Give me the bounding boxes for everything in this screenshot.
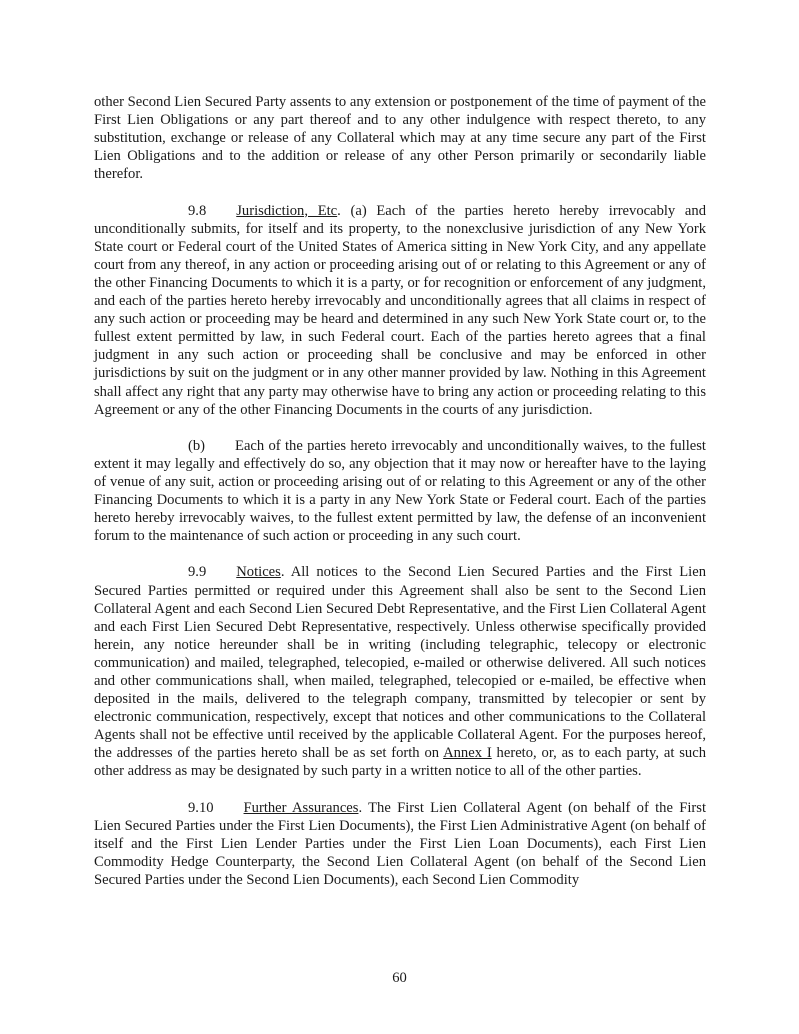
annex-reference: Annex I	[443, 745, 492, 762]
section-heading: Further Assurances	[243, 799, 359, 816]
section-9-8-b	[94, 437, 706, 546]
paragraph-continuation	[94, 93, 706, 183]
section-9-8	[94, 202, 706, 419]
section-number: 9.8	[188, 202, 207, 219]
section-text: . All notices to the Second Lien Secured Parties and the First Lien Secured Parties permitted or required under this Agreement shall also be sent to the Second Lien Collateral Agent and each Second Lien Secured Debt Representative, and the First Lien Collateral Agent and each First Lien Secured Debt Representative, respectively. Unless otherwise specifically provided herein, any notice hereunder shall be in writing (including telegraphic, telecopy or electronic communication) and mailed, telegraphed, telecopied, e-mailed or otherwise delivered. All such notices and other communications shall, when mailed, telegraphed, telecopied or e-mailed, be effective when deposited in the mails, delivered to the telegraph company, transmitted by telecopier or sent by electronic communication, respectively, except that notices and other communications to the Collateral Agents shall not be effective until received by the applicable Collateral Agent. For the purposes hereof, the addresses of the parties hereto shall be as set forth on	[94, 564, 706, 762]
section-text: . (a) Each of the parties hereto hereby irrevocably and unconditionally submits, for itself and its property, to the nonexclusive jurisdiction of any New York State court or Federal court of the United States of America sitting in New York City, and any appellate court from any thereof, in any action or proceeding arising out of or relating to this Agreement or any of the other Financing Documents to which it is a party, or for recognition or enforcement of any judgment, and each of the parties hereto hereby irrevocably and unconditionally agrees that all claims in respect of any such action or proceeding may be heard and determined in any such New York State court or, to the fullest extent permitted by law, in such Federal court. Each of the parties hereto agrees that a final judgment in any such action or proceeding shall be conclusive and may be enforced in other jurisdictions by suit on the judgment or in any other manner provided by law. Nothing in this Agreement shall affect any right that any party may otherwise have to bring any action or proceeding relating to this Agreement or any of the other Financing Documents in the courts of any jurisdiction.	[94, 202, 706, 418]
section-heading: Jurisdiction, Etc	[236, 202, 338, 219]
section-9-9	[94, 563, 706, 780]
section-heading: Notices	[236, 564, 281, 581]
section-9-10	[94, 799, 706, 889]
section-text-continued: hereto, or, as to each party, at such other address as may be designated by such party in a written notice to all of the other parties.	[94, 745, 707, 780]
section-number: 9.10	[188, 799, 214, 816]
document-body	[94, 93, 706, 907]
clause-label: (b)	[188, 437, 206, 454]
clause-text: Each of the parties hereto irrevocably and unconditionally waives, to the fullest extent it may legally and effectively do so, any objection that it may now or hereafter have to the laying of venue of any suit, action or proceeding arising out of or relating to this Agreement or any of the other Financing Documents to which it is a party in any New York State or Federal court. Each of the parties hereto hereby irrevocably waives, to the fullest extent permitted by law, the defense of an inconvenient forum to the maintenance of such action or proceeding in any such court.	[94, 437, 706, 545]
page-number: 60	[392, 970, 407, 986]
section-text: . The First Lien Collateral Agent (on behalf of the First Lien Secured Parties under the First Lien Documents), the First Lien Administrative Agent (on behalf of itself and the First Lien Lender Parties under the First Lien Loan Documents), each First Lien Commodity Hedge Counterparty, the Second Lien Collateral Agent (on behalf of the Second Lien Secured Parties under the Second Lien Documents), each Second Lien Commodity	[94, 799, 706, 889]
section-number: 9.9	[188, 564, 207, 581]
paragraph-text: other Second Lien Secured Party assents to any extension or postponement of the time of payment of the First Lien Obligations or any part thereof and to any other indulgence with respect thereto, to any substitution, exchange or release of any Collateral which may at any time secure any part of the First Lien Obligations and to the addition or release of any other Person primarily or secondarily liable therefor.	[94, 94, 706, 183]
